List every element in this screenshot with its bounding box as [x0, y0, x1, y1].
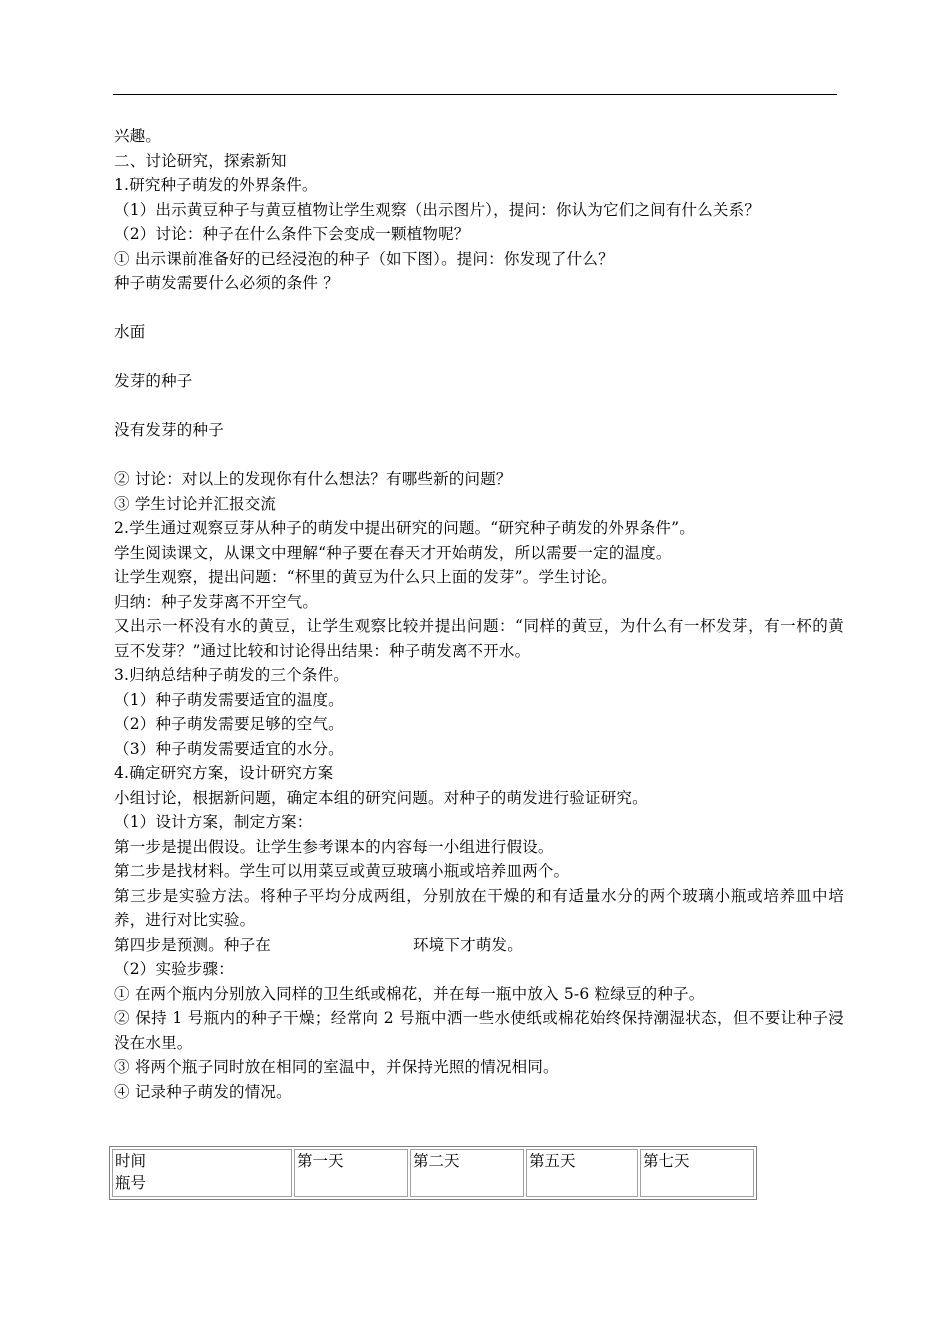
list-item: （2）种子萌发需要足够的空气。	[114, 715, 344, 733]
list-item: ① 在两个瓶内分别放入同样的卫生纸或棉花，并在每一瓶中放入 5-6 粒绿豆的种子。	[114, 984, 705, 1003]
paragraph: （2）讨论：种子在什么条件下会变成一颗植物呢？	[114, 225, 470, 243]
table-header-cell: 第二天	[410, 1149, 524, 1197]
record-table-wrapper	[109, 1146, 757, 1200]
paragraph: 种子萌发需要什么必须的条件 ？	[114, 274, 339, 292]
list-item: ④ 记录种子萌发的情况。	[114, 1082, 292, 1101]
table-header-cell: 第七天	[640, 1149, 754, 1197]
paragraph: 归纳：种子发芽离不开空气。	[114, 592, 319, 611]
table-corner-cell	[112, 1149, 292, 1197]
paragraph: （1）设计方案，制定方案：	[114, 813, 313, 831]
fill-blank-prefix: 第四步是预测。种子在	[114, 935, 272, 954]
paragraph: （2）实验步骤：	[114, 960, 234, 978]
paragraph: 小组讨论，根据新问题，确定本组的研究问题。对种子的萌发进行验证研究。	[114, 788, 648, 807]
fill-blank-suffix: 环境下才萌发。	[413, 935, 523, 954]
corner-top-label: 时间	[115, 1152, 147, 1170]
subsection-heading: 2.学生通过观察豆芽从种子的萌发中提出研究的问题。“研究种子萌发的外界条件”。	[114, 519, 695, 537]
text-line: 兴趣。	[114, 127, 162, 145]
record-table	[109, 1146, 757, 1200]
figure-label: 水面	[114, 323, 146, 341]
paragraph: （1）出示黄豆种子与黄豆植物让学生观察（出示图片），提问：你认为它们之间有什么关系？	[114, 200, 761, 219]
list-item: （3）种子萌发需要适宜的水分。	[114, 739, 344, 758]
paragraph	[114, 933, 844, 958]
list-item: （1）种子萌发需要适宜的温度。	[114, 690, 344, 709]
corner-bottom-label: 瓶号	[115, 1174, 147, 1192]
paragraph: 学生阅读课文，从课文中理解“种子要在春天才开始萌发，所以需要一定的温度。	[114, 543, 672, 562]
subsection-heading: 3.归纳总结种子萌发的三个条件。	[114, 666, 349, 684]
figure-label: 没有发芽的种子	[114, 421, 224, 439]
document-body	[114, 124, 844, 1104]
table-header-cell: 第一天	[294, 1149, 408, 1197]
subsection-heading: 1.研究种子萌发的外界条件。	[114, 176, 318, 194]
list-item: ② 保持 1 号瓶内的种子干燥；经常向 2 号瓶中洒一些水使纸或棉花始终保持潮湿状态，但不要让种子浸没在水里。	[114, 1009, 844, 1052]
paragraph: 第一步是提出假设。让学生参考课本的内容每一小组进行假设。	[114, 837, 554, 856]
paragraph: ② 讨论：对以上的发现你有什么想法？有哪些新的问题？	[114, 470, 512, 488]
paragraph: 第三步是实验方法。将种子平均分成两组，分别放在干燥的和有适量水分的两个玻璃小瓶或培养皿中培养，进行对比实验。	[114, 886, 844, 929]
table-header-cell: 第五天	[526, 1149, 638, 1197]
paragraph: 让学生观察，提出问题：“杯里的黄豆为什么只上面的发芽”。学生讨论。	[114, 568, 617, 586]
subsection-heading: 4.确定研究方案，设计研究方案	[114, 764, 334, 782]
paragraph: 第二步是找材料。学生可以用菜豆或黄豆玻璃小瓶或培养皿两个。	[114, 862, 570, 880]
paragraph: 又出示一杯没有水的黄豆，让学生观察比较并提出问题：“同样的黄豆，为什么有一杯发芽，有一杯的黄豆不发芽？”通过比较和讨论得出结果：种子萌发离不开水。	[114, 617, 844, 660]
section-heading: 二、讨论研究，探索新知	[114, 151, 287, 170]
table-row	[112, 1149, 754, 1197]
paragraph: ① 出示课前准备好的已经浸泡的种子（如下图）。提问：你发现了什么？	[114, 249, 614, 268]
figure-label: 发芽的种子	[114, 372, 193, 390]
paragraph: ③ 学生讨论并汇报交流	[114, 494, 277, 513]
list-item: ③ 将两个瓶子同时放在相同的室温中，并保持光照的情况相同。	[114, 1058, 559, 1076]
header-rule	[113, 94, 837, 95]
